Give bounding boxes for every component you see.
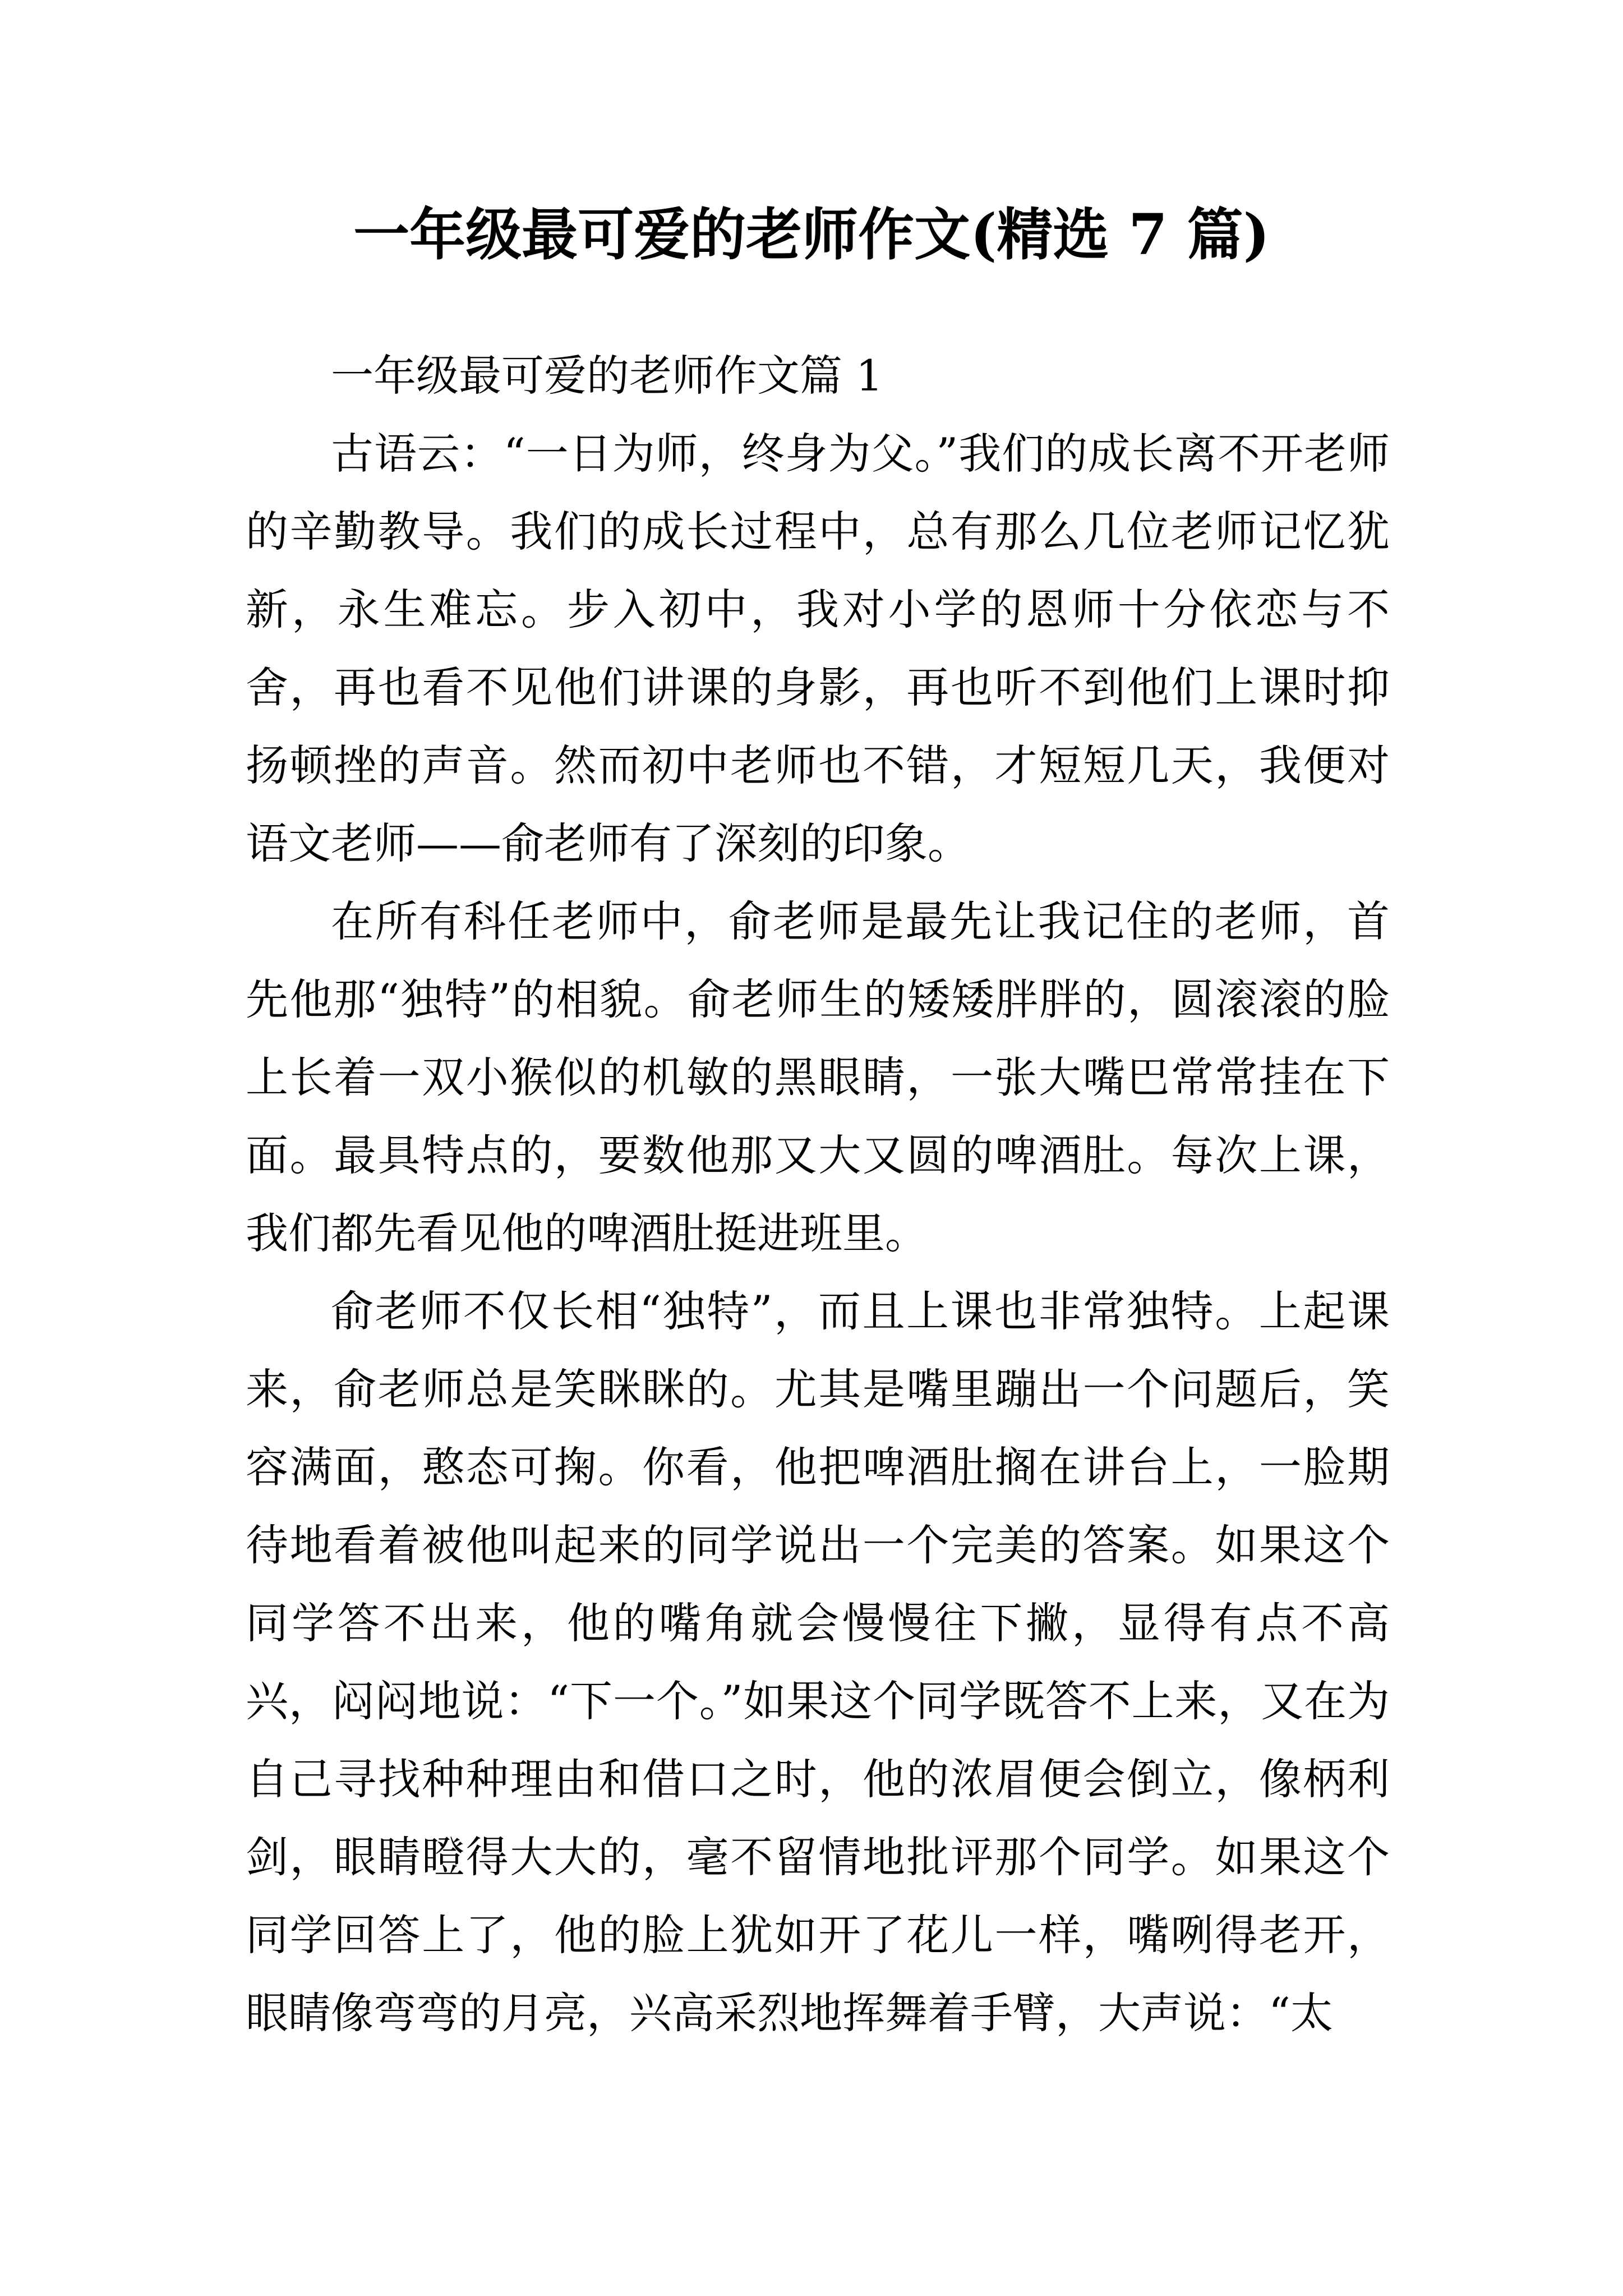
paragraph-3: 俞老师不仅长相“独特”，而且上课也非常独特。上起课来，俞老师总是笑眯眯的。尤其是嘴里蹦出一个问题后，笑容满面，憨态可掬。你看，他把啤酒肚搁在讲台上，一脸期待地看着被他叫起来的同学说出一个完美的答案。如果这个同学答不出来，他的嘴角就会慢慢往下撇，显得有点不高兴，闷闷地说：“下一个。”如果这个同学既答不上来，又在为自己寻找种种理由和借口之时，他的浓眉便会倒立，像柄利剑，眼睛瞪得大大的，毫不留情地批评那个同学。如果这个同学回答上了，他的脸上犹如开了花儿一样，嘴咧得老开，眼睛像弯弯的月亮，兴高采烈地挥舞着手臂，大声说：“太: [246, 1286, 1390, 2038]
paragraph-1: 古语云：“一日为师，终身为父。”我们的成长离不开老师的辛勤教导。我们的成长过程中，总有那么几位老师记忆犹新，永生难忘。步入初中，我对小学的恩师十分依恋与不舍，再也看不见他们讲课的身影，再也听不到他们上课时抑扬顿挫的声音。然而初中老师也不错，才短短几天，我便对语文老师——俞老师有了深刻的印象。: [246, 429, 1390, 868]
document-body: [246, 337, 1390, 2052]
paragraph-2: 在所有科任老师中，俞老师是最先让我记住的老师，首先他那“独特”的相貌。俞老师生的矮矮胖胖的，圆滚滚的脸上长着一双小猴似的机敏的黑眼睛，一张大嘴巴常常挂在下面。最具特点的，要数他那又大又圆的啤酒肚。每次上课，我们都先看见他的啤酒肚挺进班里。: [246, 896, 1390, 1258]
section-heading: 一年级最可爱的老师作文篇 1: [331, 351, 883, 401]
document-title: 一年级最可爱的老师作文(精选 7 篇): [353, 201, 1270, 268]
